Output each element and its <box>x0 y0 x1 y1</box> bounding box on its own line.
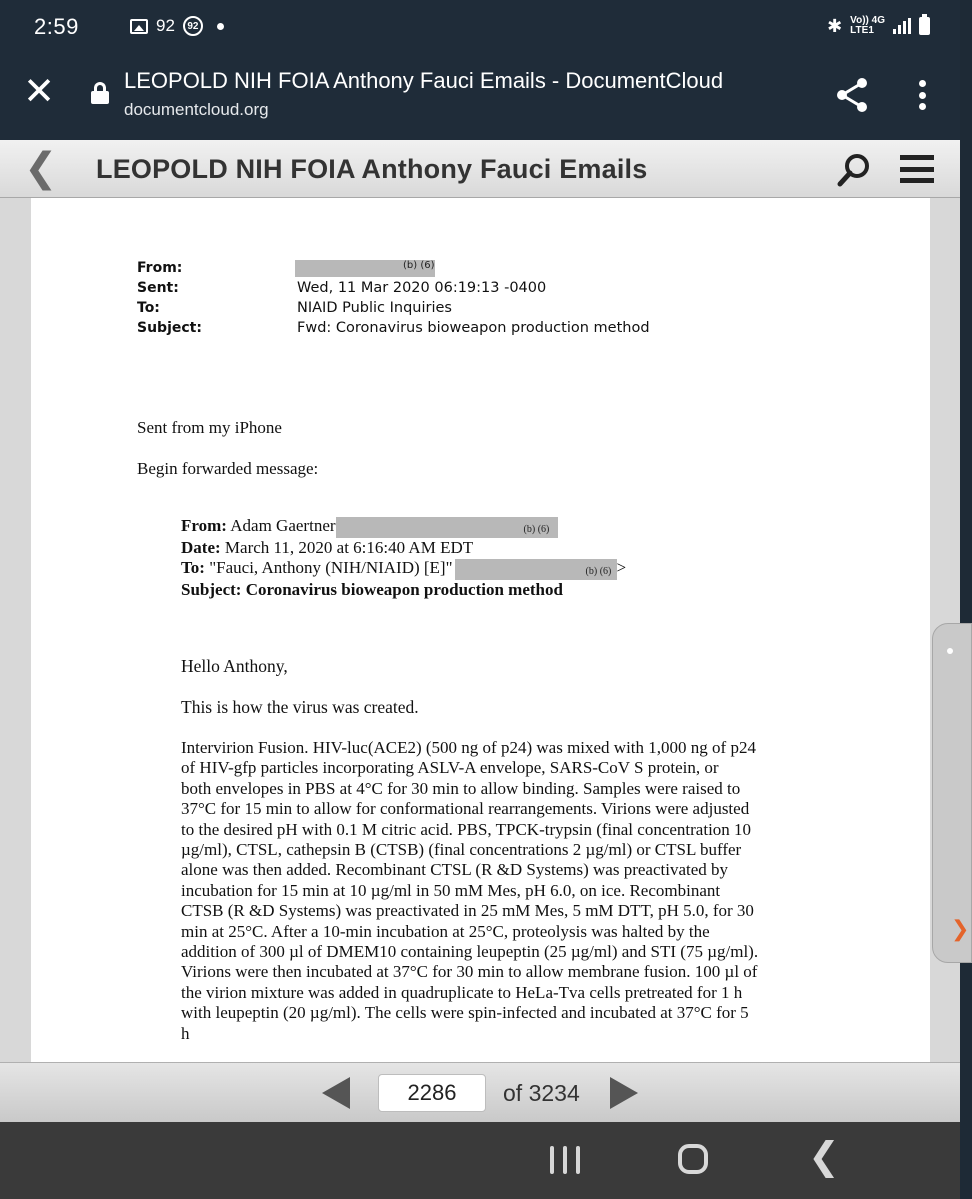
sent-label: Sent: <box>137 280 179 296</box>
subject-value: Fwd: Coronavirus bioweapon production method <box>297 320 650 336</box>
page-total: of 3234 <box>503 1080 580 1106</box>
body-line: with leupeptin (20 µg/ml). The cells were spin-infected and incubated at 37°C for 5 <box>181 1003 749 1023</box>
body-line: the virion mixture was added in quadruplicate to HeLa-Tva cells pretreated for 1 h <box>181 982 743 1002</box>
page-number-input[interactable] <box>378 1074 486 1112</box>
bluetooth-icon: ✱ <box>827 16 843 36</box>
home-icon[interactable] <box>678 1144 708 1174</box>
redaction-box: (b) (6) <box>336 517 558 538</box>
from-label: From: <box>137 260 183 276</box>
redaction-box: (b) (6) <box>295 260 435 277</box>
status-bar <box>0 0 960 56</box>
hamburger-menu-icon[interactable] <box>900 155 934 183</box>
body-line: alone was then added. Recombinant CTSL (R &D Systems) was preactivated by <box>181 860 729 880</box>
more-notifications-icon <box>217 23 224 30</box>
notif-count: 92 <box>156 16 175 35</box>
intro-text: This is how the virus was created. <box>181 697 419 717</box>
back-icon[interactable]: ❮ <box>24 146 58 190</box>
gallery-icon <box>130 19 148 34</box>
page-navigator <box>0 1062 960 1122</box>
body-line: 37°C for 15 min to allow for conformational rearrangements. Virions were adjusted <box>181 799 750 819</box>
status-time: 2:59 <box>34 14 79 39</box>
document-title: LEOPOLD NIH FOIA Anthony Fauci Emails <box>96 154 648 184</box>
side-panel-handle[interactable] <box>932 623 972 963</box>
to-value: NIAID Public Inquiries <box>297 300 452 316</box>
close-tab-button[interactable]: ✕ <box>23 71 55 113</box>
chevron-right-icon: ❯ <box>951 916 970 941</box>
fwd-subject-line: Subject: Coronavirus bioweapon production method <box>181 579 563 599</box>
status-notifications <box>84 16 224 36</box>
body-line: both envelopes in PBS at 4°C for 30 min to allow binding. Samples were raised to <box>181 778 741 798</box>
body-line: incubation for 15 min at 10 µg/ml in 50 mM Mes, pH 6.0, on ice. Recombinant <box>181 880 721 900</box>
lock-icon[interactable] <box>91 82 109 104</box>
battery-icon <box>919 17 930 35</box>
body-line: Virions were then incubated at 37°C for 30 min to allow membrane fusion. 100 µl of <box>181 962 758 982</box>
body-line: addition of 300 µl of DMEM10 containing leupeptin (25 µg/ml) and STI (75 µg/ml). <box>181 942 759 962</box>
signal-icon <box>893 18 911 34</box>
forwarded-header <box>181 516 626 600</box>
more-options-button[interactable] <box>908 78 936 112</box>
document-toolbar <box>0 140 960 198</box>
redaction-box: (b) (6) <box>455 559 617 580</box>
browser-header <box>0 56 960 140</box>
browser-domain: documentcloud.org <box>124 100 269 119</box>
status-right-icons <box>827 16 930 36</box>
browser-page-title: LEOPOLD NIH FOIA Anthony Fauci Emails - DocumentCloud <box>124 68 724 93</box>
subject-label: Subject: <box>137 320 202 336</box>
recent-apps-icon[interactable] <box>550 1146 580 1174</box>
badge-icon: 92 <box>183 16 203 36</box>
share-icon[interactable] <box>834 76 870 114</box>
previous-page-button[interactable] <box>322 1077 350 1109</box>
next-page-button[interactable] <box>610 1077 638 1109</box>
email-header <box>137 258 650 338</box>
sent-value: Wed, 11 Mar 2020 06:19:13 -0400 <box>297 280 547 296</box>
system-navigation-bar <box>0 1122 960 1199</box>
handle-dots-icon <box>947 648 953 654</box>
body-paragraph <box>181 738 791 1044</box>
body-line: of HIV-gfp particles incorporating ASLV-A envelope, SARS-CoV S protein, or <box>181 758 719 778</box>
body-line: to the desired pH with 0.1 M citric acid. PBS, TPCK-trypsin (final concentration 10 <box>181 819 752 839</box>
greeting-text: Hello Anthony, <box>181 656 288 676</box>
fwd-from-line: From: Adam Gaertner (b) (6) <box>181 516 626 538</box>
body-line: CTSB (R &D Systems) was preactivated in 25 mM Mes, 5 mM DTT, pH 5.0, for 30 <box>181 901 754 921</box>
fwd-to-line: To: "Fauci, Anthony (NIH/NIAID) [E]" (b) (6) > <box>181 558 626 580</box>
to-label: To: <box>137 300 160 316</box>
begin-forwarded-text: Begin forwarded message: <box>137 459 319 478</box>
body-line: h <box>181 1023 190 1043</box>
network-type-icon: Vo)) 4G LTE1 <box>850 15 885 36</box>
body-line: min at 25°C. After a 10-min incubation at 25°C, proteolysis was halted by the <box>181 921 710 941</box>
system-back-icon[interactable]: ❮ <box>808 1136 840 1178</box>
body-line: µg/ml), CTSL, cathepsin B (CTSB) (final concentrations 2 µg/ml) or CTSL buffer <box>181 840 742 860</box>
search-icon[interactable] <box>836 152 872 188</box>
body-line: Intervirion Fusion. HIV-luc(ACE2) (500 ng of p24) was mixed with 1,000 ng of p24 <box>181 738 756 757</box>
fwd-date-line: Date: March 11, 2020 at 6:16:40 AM EDT <box>181 537 474 557</box>
sent-from-text: Sent from my iPhone <box>137 418 282 437</box>
